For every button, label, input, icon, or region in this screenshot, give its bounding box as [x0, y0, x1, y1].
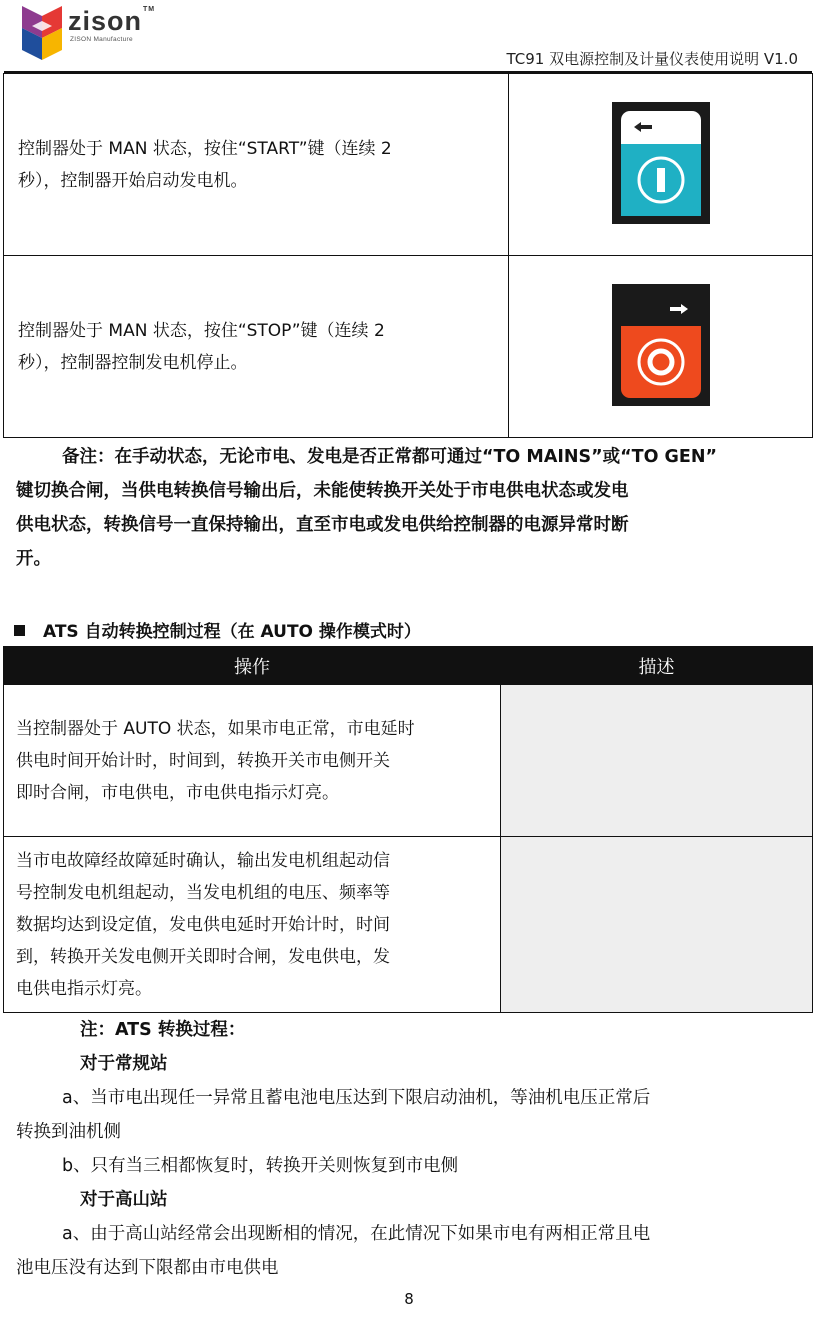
stop-key-cell — [509, 256, 813, 438]
regular-station-title: 对于常规站 — [80, 1054, 168, 1074]
page-number: 8 — [404, 1290, 414, 1308]
text-line: 电供电指示灯亮。 — [16, 978, 152, 999]
column-header-description: 描述 — [501, 647, 813, 685]
text-line: 到，转换开关发电侧开关即时合闸，发电供电，发 — [16, 946, 390, 967]
text-line: 号控制发电机组起动，当发电机组的电压、频率等 — [16, 882, 390, 903]
text-line: 秒），控制器控制发电机停止。 — [18, 352, 248, 373]
text-line: 秒），控制器开始启动发电机。 — [18, 170, 248, 191]
text-line: 当控制器处于 AUTO 状态，如果市电正常，市电延时 — [16, 718, 415, 739]
note-line: 键切换合闸，当供电转换信号输出后，未能使转换开关处于市电供电状态或发电 — [16, 481, 629, 501]
section-title-text: ATS 自动转换控制过程（在 AUTO 操作模式时） — [43, 622, 421, 642]
mountain-station-title: 对于高山站 — [80, 1190, 168, 1210]
note-line: a、由于高山站经常会出现断相的情况，在此情况下如果市电有两相正常且电 — [62, 1224, 651, 1244]
column-header-operation: 操作 — [4, 647, 501, 685]
ats-mains-operation — [4, 685, 501, 837]
text-line: 当市电故障经故障延时确认，输出发电机组起动信 — [16, 850, 390, 871]
table-row — [4, 74, 813, 256]
note-line: a、当市电出现任一异常且蓄电池电压达到下限启动油机，等油机电压正常后 — [62, 1088, 651, 1108]
brand-name: zison™ — [68, 6, 156, 36]
text-line: 即时合闸，市电供电，市电供电指示灯亮。 — [16, 782, 339, 803]
note-line: 转换到油机侧 — [16, 1122, 121, 1142]
section-title — [14, 617, 421, 642]
manual-stop-description — [4, 256, 509, 438]
table-header-row — [4, 647, 813, 685]
ats-notes — [16, 1013, 806, 1285]
note-line: 池电压没有达到下限都由市电供电 — [16, 1258, 279, 1278]
ats-gen-description — [501, 837, 813, 1013]
text-line: 数据均达到设定值，发电供电延时开始计时，时间 — [16, 914, 390, 935]
note-line: 备注：在手动状态，无论市电、发电是否正常都可通过“TO MAINS”或“TO GEN” — [62, 447, 718, 467]
brand-subtitle: ZISON Manufacture — [70, 36, 133, 43]
manual-mode-note — [16, 440, 806, 576]
note-line: 开。 — [16, 549, 51, 569]
document-title: TC91 双电源控制及计量仪表使用说明 V1.0 — [506, 50, 798, 68]
table-row — [4, 256, 813, 438]
manual-control-table — [3, 73, 813, 438]
manual-start-description — [4, 74, 509, 256]
start-key-icon — [612, 102, 710, 224]
ats-process-table — [3, 646, 813, 1013]
text-line: 控制器处于 MAN 状态，按住“STOP”键（连续 2 — [18, 320, 385, 341]
table-row — [4, 837, 813, 1013]
table-row — [4, 685, 813, 837]
square-bullet-icon — [14, 625, 25, 636]
note-line: 供电状态，转换信号一直保持输出，直至市电或发电供给控制器的电源异常时断 — [16, 515, 629, 535]
ats-gen-operation — [4, 837, 501, 1013]
zison-logo-icon — [18, 4, 66, 62]
start-key-cell — [509, 74, 813, 256]
text-line: 供电时间开始计时，时间到，转换开关市电侧开关 — [16, 750, 390, 771]
stop-key-icon — [612, 284, 710, 406]
page-header — [0, 0, 818, 76]
text-line: 控制器处于 MAN 状态，按住“START”键（连续 2 — [18, 138, 392, 159]
note-line: b、只有当三相都恢复时，转换开关则恢复到市电侧 — [62, 1156, 459, 1176]
notes-title: 注：ATS 转换过程： — [80, 1020, 246, 1040]
ats-mains-description — [501, 685, 813, 837]
